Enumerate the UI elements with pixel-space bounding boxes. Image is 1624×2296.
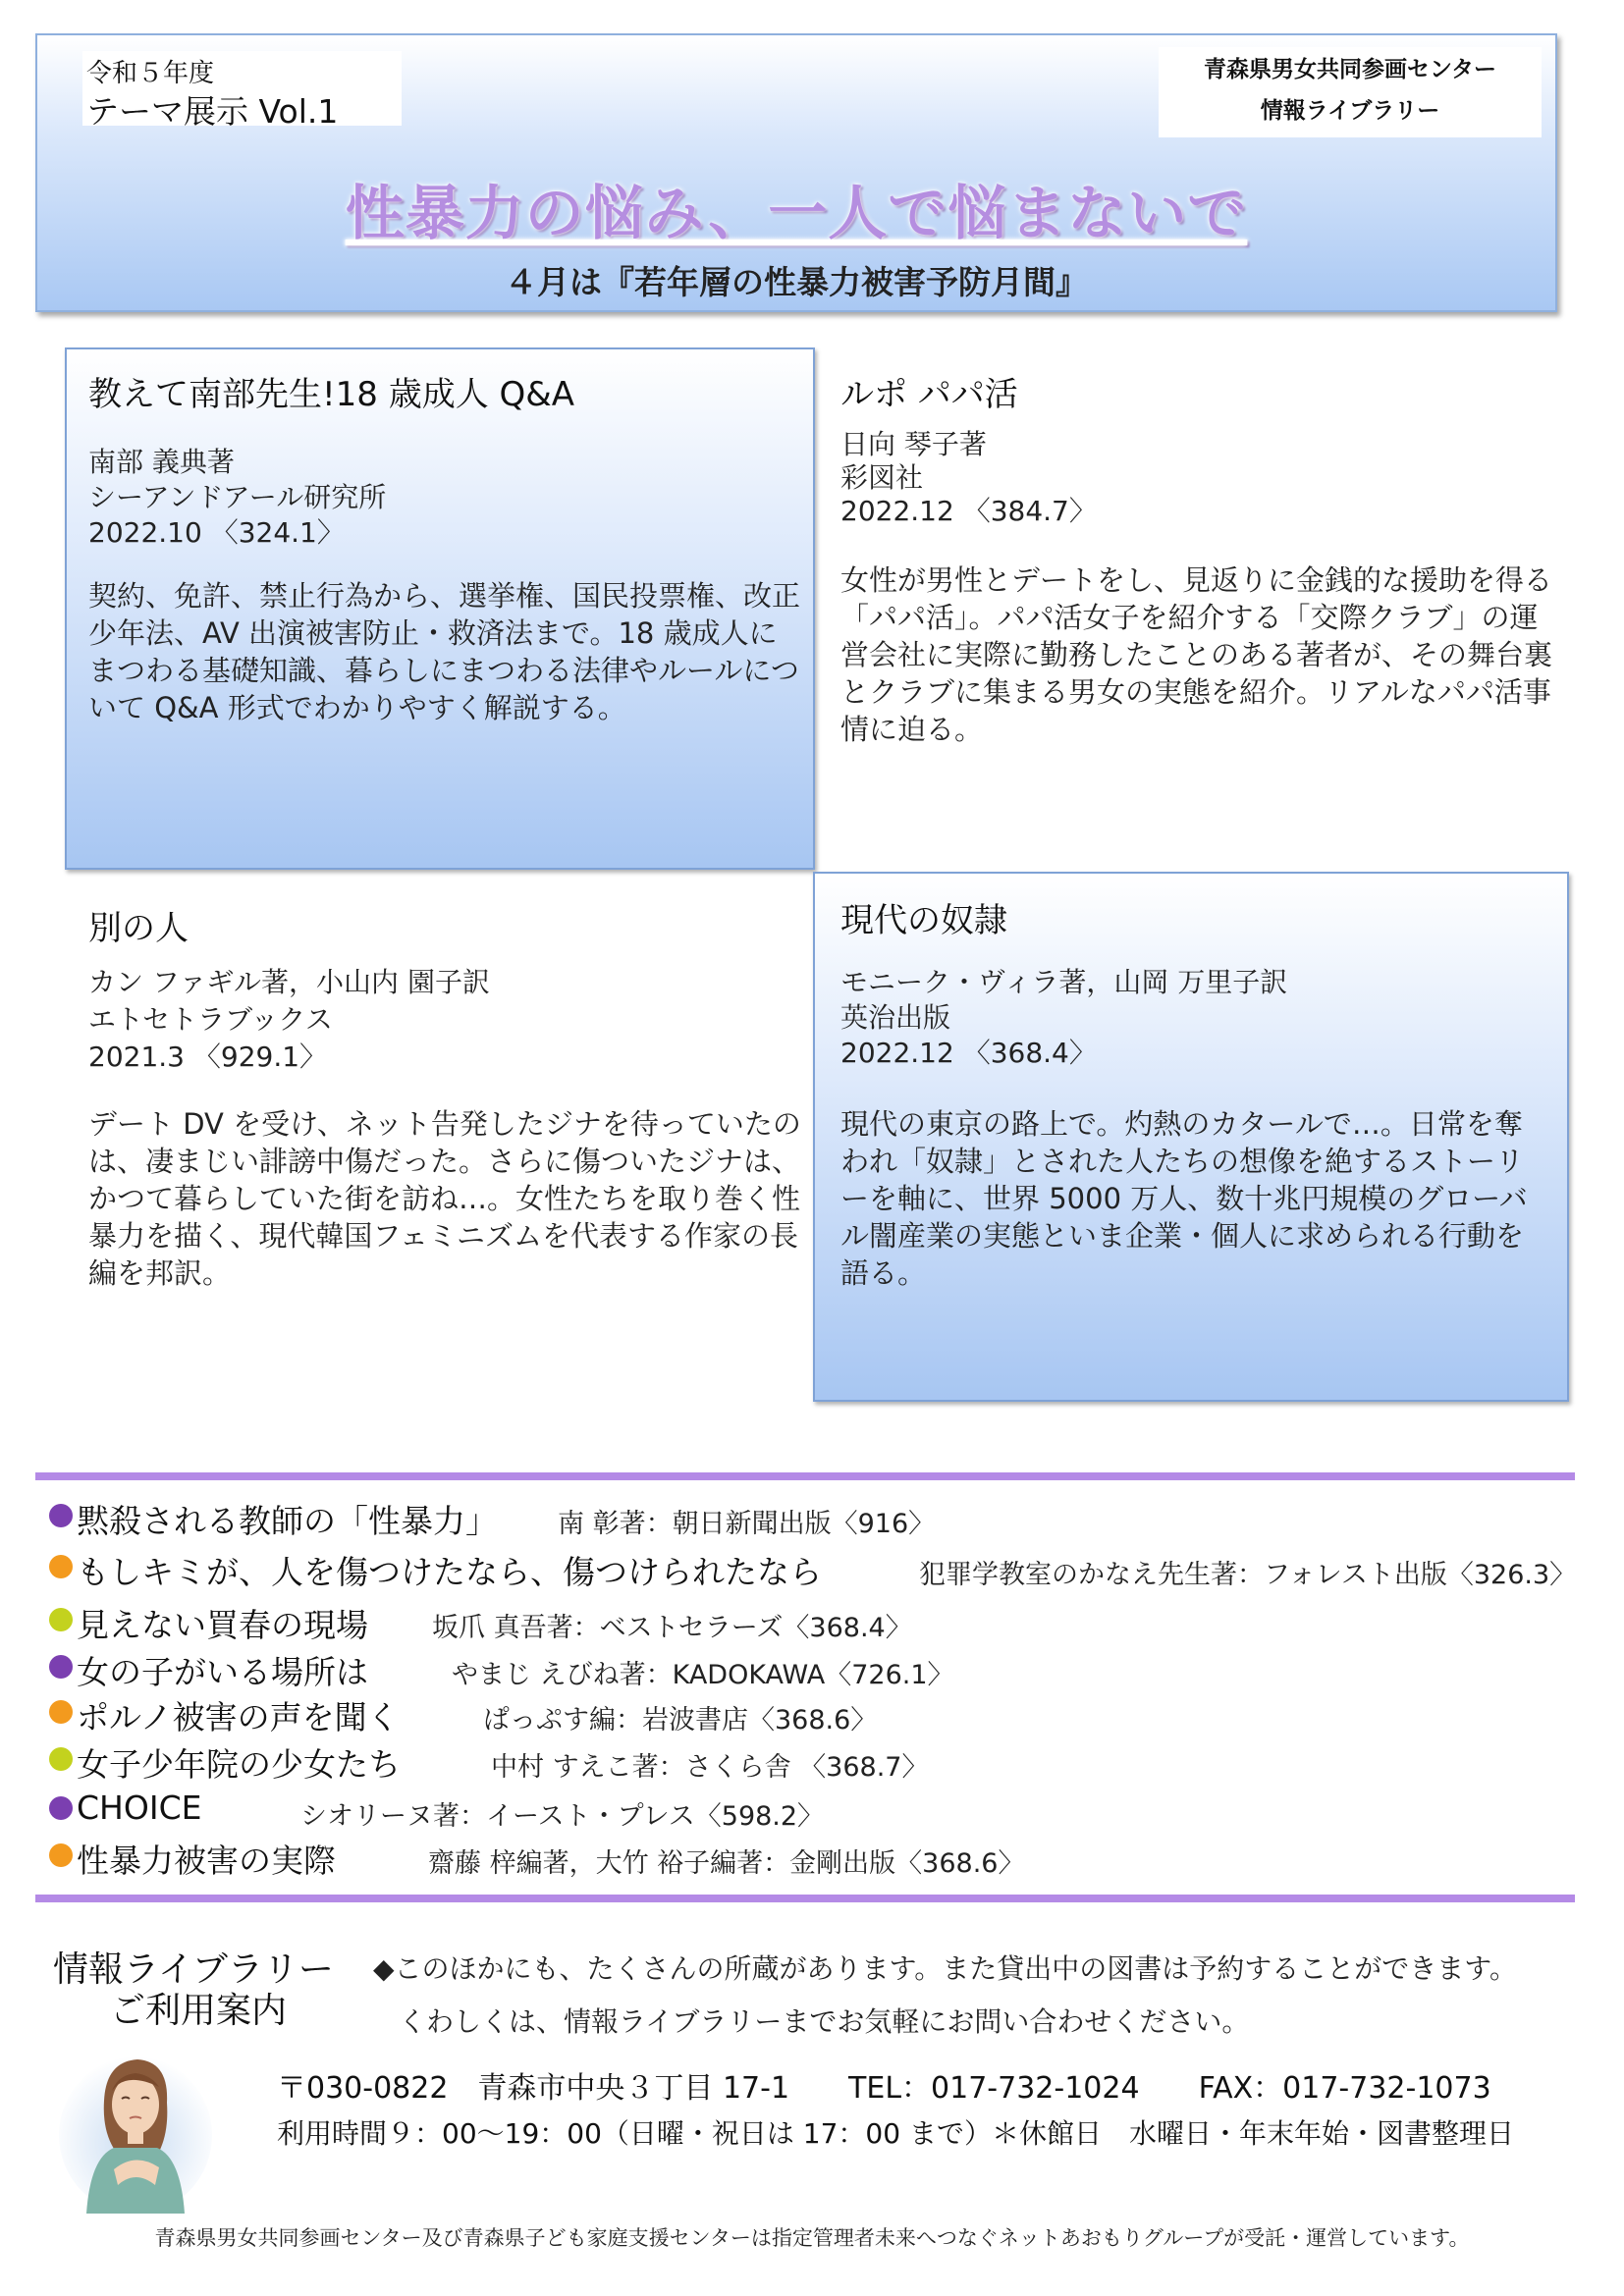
bullet-icon	[49, 1700, 73, 1724]
book-date-call-number: 2022.10 〈324.1〉	[88, 516, 345, 549]
bullet-icon	[49, 1555, 73, 1578]
book-author: 日向 琴子著	[840, 428, 987, 460]
list-item-title: 性暴力被害の実際	[77, 1842, 336, 1880]
list-item-meta: 南 彰著：朝日新聞出版〈916〉	[558, 1509, 936, 1539]
footer-credit: 青森県男女共同参画センター及び青森県子ども家庭支援センターは指定管理者未来へつなぐネットあおもりグループが受託・運営しています。	[154, 2226, 1470, 2250]
list-item-title: 見えない買春の現場	[77, 1606, 368, 1644]
book-author: 南部 義典著	[88, 446, 235, 478]
list-item-title: ポルノ被害の声を聞く	[77, 1698, 400, 1736]
book-title: 現代の奴隷	[840, 901, 1007, 940]
organization-name: 青森県男女共同参画センター	[1203, 57, 1497, 82]
list-item-meta: 坂爪 真吾著：ベストセラーズ〈368.4〉	[432, 1613, 912, 1643]
worried-woman-illustration	[57, 2042, 214, 2214]
exhibit-volume: テーマ展示 Vol.1	[86, 92, 339, 131]
library-name: 情報ライブラリー	[1260, 98, 1440, 124]
list-item-meta: 中村 すえこ著：さくら舎 〈368.7〉	[491, 1752, 929, 1783]
book-description: 契約、免許、禁止行為から、選挙権、国民投票権、改正少年法、AV 出演被害防止・救済法まで。18 歳成人にまつわる基礎知識、暮らしにまつわる法律やルールについて Q&A 形式でわかりやすく解説する。	[88, 579, 801, 724]
list-item-title: もしキミが、人を傷つけたなら、傷つけられたなら	[77, 1553, 822, 1591]
list-item-meta: ぱっぷす編：岩波書店〈368.6〉	[483, 1705, 878, 1735]
bullet-icon	[49, 1843, 73, 1867]
page-subtitle: ４月は『若年層の性暴力被害予防月間』	[505, 263, 1088, 301]
book-title: 教えて南部先生!18 歳成人 Q&A	[88, 375, 575, 414]
footer-opening-hours: 利用時間９：00～19：00（日曜・祝日は 17：00 まで）＊休館日 水曜日・年末年始・図書整理日	[277, 2117, 1514, 2150]
footer-library-name: 情報ライブラリー	[53, 1949, 334, 1990]
bullet-icon	[49, 1747, 73, 1771]
list-item-title: 女子少年院の少女たち	[77, 1745, 401, 1784]
book-publisher: 英治出版	[840, 1001, 951, 1034]
book-publisher: シーアンドアール研究所	[88, 481, 387, 513]
book-publisher: エトセトラブックス	[88, 1003, 333, 1036]
book-author: カン ファギル著，小山内 園子訳	[88, 966, 490, 998]
footer-guide-heading: ご利用案内	[110, 1991, 288, 2031]
list-item-meta: シオリーヌ著：イースト・プレス〈598.2〉	[300, 1801, 825, 1832]
footer-note: くわしくは、情報ライブラリーまでお気軽にお問い合わせください。	[399, 2005, 1250, 2038]
divider-top	[35, 1472, 1575, 1480]
divider-bottom	[35, 1895, 1575, 1902]
book-publisher: 彩図社	[840, 461, 924, 494]
fiscal-year: 令和５年度	[86, 59, 215, 88]
book-date-call-number: 2021.3 〈929.1〉	[88, 1041, 328, 1073]
list-item-meta: 犯罪学教室のかなえ先生著：フォレスト出版〈326.3〉	[919, 1560, 1577, 1590]
page-title: 性暴力の悩み、一人で悩まないで	[345, 180, 1248, 248]
list-item-title: 黙殺される教師の「性暴力」	[77, 1502, 498, 1540]
list-item-meta: 齋藤 梓編著，大竹 裕子編著：金剛出版〈368.6〉	[428, 1848, 1025, 1879]
book-title: 別の人	[88, 909, 189, 948]
book-description: 現代の東京の路上で。灼熱のカタールで…。日常を奪われ「奴隷」とされた人たちの想像を絶するストーリーを軸に、世界 5000 万人、数十兆円規模のグローバル闇産業の実態といま企業・個人に求められる行動を語る。	[840, 1107, 1528, 1290]
list-item-title: CHOICE	[77, 1789, 202, 1827]
bullet-icon	[49, 1608, 73, 1631]
book-description: デート DV を受け、ネット告発したジナを待っていたのは、凄まじい誹謗中傷だった。さらに傷ついたジナは、かつて暮らしていた街を訪ね…。女性たちを取り巻く性暴力を描く、現代韓国フェミニズムを代表する作家の長編を邦訳。	[88, 1107, 801, 1290]
footer-address-contact: 〒030-0822 青森市中央３丁目 17-1 TEL：017-732-1024 FAX：017-732-1073	[277, 2071, 1491, 2106]
book-author: モニーク・ヴィラ著，山岡 万里子訳	[840, 966, 1288, 998]
book-date-call-number: 2022.12 〈368.4〉	[840, 1037, 1097, 1069]
book-date-call-number: 2022.12 〈384.7〉	[840, 495, 1097, 527]
footer-note: ◆このほかにも、たくさんの所蔵があります。また貸出中の図書は予約することができます。	[373, 1952, 1518, 1985]
bullet-icon	[49, 1655, 73, 1679]
list-item-title: 女の子がいる場所は	[77, 1653, 368, 1691]
bullet-icon	[49, 1504, 73, 1527]
bullet-icon	[49, 1796, 73, 1820]
list-item-meta: やまじ えびね著：KADOKAWA〈726.1〉	[452, 1660, 954, 1690]
book-title: ルポ パパ活	[840, 375, 1018, 414]
book-description: 女性が男性とデートをし、見返りに金銭的な援助を得る「パパ活」。パパ活女子を紹介する「交際クラブ」の運営会社に実際に勤務したことのある著者が、その舞台裏とクラブに集まる男女の実態を紹介。リアルなパパ活事情に迫る。	[840, 563, 1553, 746]
